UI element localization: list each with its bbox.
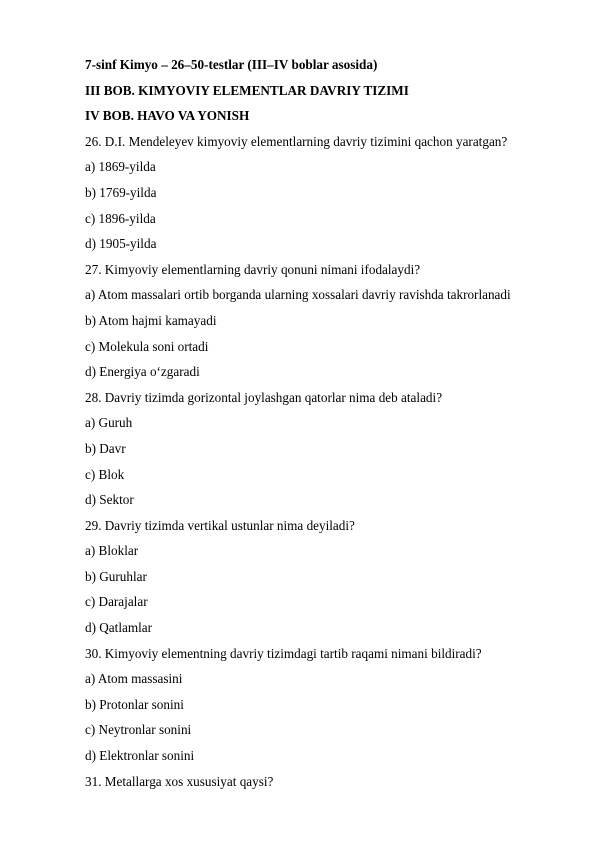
- question-26-option-a: a) 1869-yilda: [85, 159, 156, 175]
- question-26-option-d: d) 1905-yilda: [85, 236, 157, 252]
- question-27-option-a: a) Atom massalari ortib borganda ularning xossalari davriy ravishda takrorlanadi: [85, 287, 511, 303]
- question-26: 26. D.I. Mendeleyev kimyoviy elementlarning davriy tizimini qachon yaratgan?: [85, 133, 508, 149]
- question-27-option-c: c) Molekula soni ortadi: [85, 338, 209, 354]
- question-31: 31. Metallarga xos xususiyat qaysi?: [85, 773, 274, 789]
- question-29: 29. Davriy tizimda vertikal ustunlar nima deyiladi?: [85, 517, 355, 533]
- question-30-option-d: d) Elektronlar sonini: [85, 748, 195, 764]
- chapter-4-heading: IV BOB. HAVO VA YONISH: [85, 108, 250, 124]
- question-30-option-b: b) Protonlar sonini: [85, 696, 184, 712]
- question-30: 30. Kimyoviy elementning davriy tizimdagi tartib raqami nimani bildiradi?: [85, 645, 482, 661]
- question-30-option-a: a) Atom massasini: [85, 671, 183, 687]
- question-27-option-d: d) Energiya o‘zgaradi: [85, 364, 200, 380]
- chapter-3-heading: III BOB. KIMYOVIY ELEMENTLAR DAVRIY TIZIMI: [85, 82, 409, 98]
- question-27: 27. Kimyoviy elementlarning davriy qonuni nimani ifodalaydi?: [85, 261, 421, 277]
- question-28-option-b: b) Davr: [85, 440, 126, 456]
- question-27-option-b: b) Atom hajmi kamayadi: [85, 312, 217, 328]
- question-28: 28. Davriy tizimda gorizontal joylashgan qatorlar nima deb ataladi?: [85, 389, 443, 405]
- document-page: [85, 52, 565, 794]
- document-title: 7-sinf Kimyo – 26–50-testlar (III–IV boblar asosida): [85, 57, 378, 72]
- question-28-option-a: a) Guruh: [85, 415, 133, 431]
- question-30-option-c: c) Neytronlar sonini: [85, 722, 192, 738]
- question-26-option-c: c) 1896-yilda: [85, 210, 156, 226]
- question-29-option-d: d) Qatlamlar: [85, 620, 153, 636]
- question-28-option-c: c) Blok: [85, 466, 125, 482]
- question-29-option-a: a) Bloklar: [85, 543, 139, 559]
- question-29-option-b: b) Guruhlar: [85, 568, 147, 584]
- question-26-option-b: b) 1769-yilda: [85, 184, 157, 200]
- question-29-option-c: c) Darajalar: [85, 594, 148, 610]
- question-28-option-d: d) Sektor: [85, 492, 134, 508]
